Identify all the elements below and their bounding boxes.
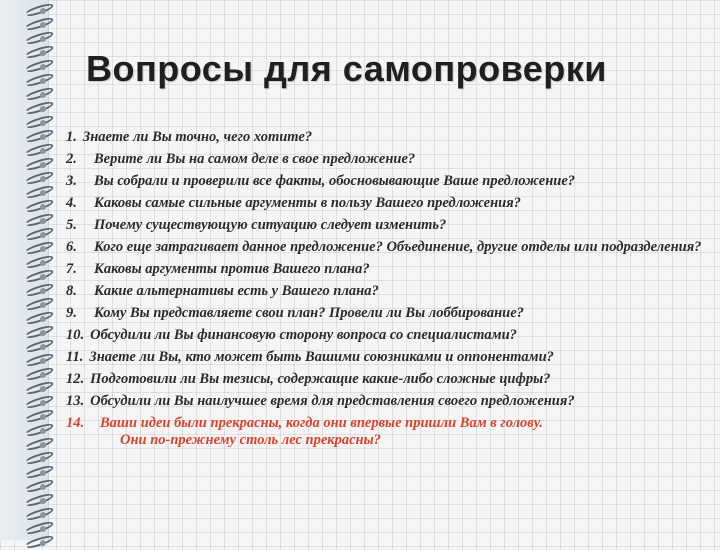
binding-hole (40, 442, 46, 448)
binding-hole (40, 78, 46, 84)
binding-hole (40, 148, 46, 154)
binding-hole (40, 526, 46, 532)
binding-hole (40, 540, 46, 546)
binding-hole (40, 36, 46, 42)
list-item (66, 283, 716, 300)
item-text: Каковы самые сильные аргументы в пользу Вашего предложения? (94, 195, 521, 211)
item-text: Кого еще затрагивает данное предложение? Объединение, другие отделы или подразделения? (94, 239, 702, 255)
binding-hole (40, 204, 46, 210)
binding-hole (40, 232, 46, 238)
binding-hole (40, 470, 46, 476)
binding-hole (40, 274, 46, 280)
binding-hole (40, 162, 46, 168)
binding-hole (40, 134, 46, 140)
list-item (66, 239, 716, 256)
page-title: Вопросы для самопроверки (86, 48, 607, 89)
item-number: 5. (66, 217, 77, 233)
binding-hole (40, 50, 46, 56)
binding-hole (40, 498, 46, 504)
item-text: Обсудили ли Вы финансовую сторону вопроса со специалистами? (90, 327, 517, 343)
item-number: 1. (66, 129, 77, 145)
binding-hole (40, 246, 46, 252)
item-text: Знаете ли Вы точно, чего хотите? (82, 129, 313, 145)
item-number: 8. (66, 283, 77, 299)
binding-hole (40, 176, 46, 182)
list-item (66, 195, 716, 212)
binding-hole (40, 330, 46, 336)
binding-hole (40, 22, 46, 28)
item-number: 4. (66, 195, 77, 211)
item-number: 7. (66, 261, 77, 277)
binding-hole (40, 512, 46, 518)
item-text-line1: Ваши идеи были прекрасны, когда они впервые пришли Вам в голову. (100, 415, 543, 431)
item-number: 14. (66, 415, 85, 431)
list-item (66, 217, 716, 234)
binding-hole (40, 400, 46, 406)
item-number: 2. (66, 151, 77, 167)
list-item (66, 305, 716, 322)
binding-hole (40, 316, 46, 322)
list-item (66, 173, 716, 190)
item-number: 3. (66, 173, 77, 189)
list-item (66, 327, 716, 344)
binding-hole (40, 92, 46, 98)
item-text: Вы собрали и проверили все факты, обосновывающие Ваше предложение? (94, 173, 576, 189)
list-item (66, 349, 716, 366)
binding-hole (40, 64, 46, 70)
item-text: Обсудили ли Вы наилучшее время для представления своего предложения? (90, 393, 575, 409)
list-item (66, 393, 716, 410)
binding-hole (40, 484, 46, 490)
list-item (66, 261, 716, 278)
binding-hole (40, 344, 46, 350)
binding-hole (40, 190, 46, 196)
item-number: 9. (66, 305, 77, 321)
list-item (66, 151, 716, 168)
binding-hole (40, 428, 46, 434)
binding-hole (40, 456, 46, 462)
binding-hole (40, 386, 46, 392)
question-list (66, 129, 716, 454)
list-item-highlighted (66, 415, 716, 449)
item-text: Знаете ли Вы, кто может быть Вашими союзниками и оппонентами? (89, 349, 554, 365)
binding-hole (40, 106, 46, 112)
item-text: Кому Вы представляете свои план? Провели ли Вы лоббирование? (94, 305, 524, 321)
binding-hole (40, 372, 46, 378)
binding-hole (40, 414, 46, 420)
list-item (66, 371, 716, 388)
binding-hole (40, 120, 46, 126)
item-text: Каковы аргументы против Вашего плана? (94, 261, 370, 277)
item-text: Подготовили ли Вы тезисы, содержащие какие-либо сложные цифры? (90, 371, 551, 387)
binding-hole (40, 8, 46, 14)
item-number: 11. (66, 349, 84, 365)
item-number: 12. (66, 371, 85, 387)
item-text (100, 415, 716, 449)
binding-hole (40, 260, 46, 266)
item-number: 10. (66, 327, 85, 343)
item-text: Какие альтернативы есть у Вашего плана? (94, 283, 379, 299)
item-number: 6. (66, 239, 77, 255)
item-text: Верите ли Вы на самом деле в свое предложение? (94, 151, 416, 167)
item-number: 13. (66, 393, 85, 409)
binding-hole (40, 358, 46, 364)
binding-hole (40, 302, 46, 308)
list-item (66, 129, 716, 146)
binding-hole (40, 288, 46, 294)
item-text: Почему существующую ситуацию следует изменить? (94, 217, 447, 233)
item-text-line2: Они по-прежнему столь лес прекрасны? (120, 432, 381, 448)
binding-hole (40, 218, 46, 224)
